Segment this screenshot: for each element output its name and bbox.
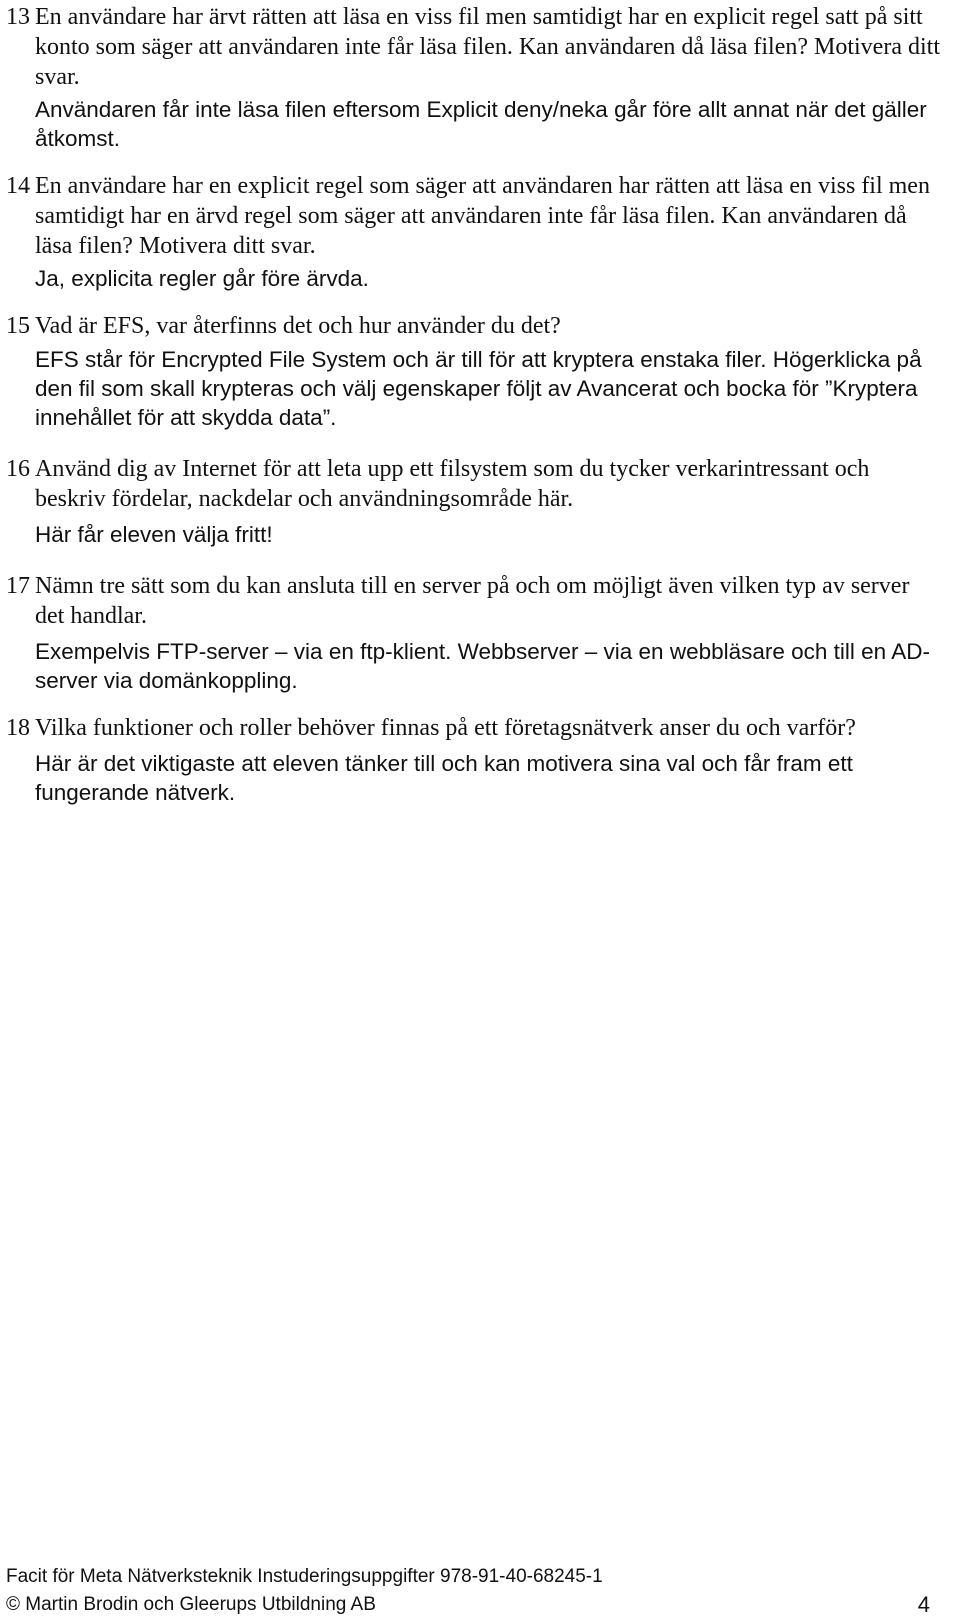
question-body: Vilka funktioner och roller behöver finnas på ett företagsnätverk anser du och varför? xyxy=(35,715,856,741)
question-text xyxy=(6,454,940,514)
question-number: 14 xyxy=(6,173,30,199)
answer-text: Här är det viktigaste att eleven tänker till och kan motivera sina val och får fram ett fungerande nätverk. xyxy=(35,751,853,805)
question-number: 17 xyxy=(6,573,30,599)
answer-text: Ja, explicita regler går före ärvda. xyxy=(35,266,369,291)
question-block-14 xyxy=(6,171,940,293)
answer-text: Användaren får inte läsa filen eftersom Explicit deny/neka går före allt annat när det gäller åtkomst. xyxy=(35,97,927,151)
question-text xyxy=(6,171,940,261)
question-text xyxy=(6,2,940,92)
question-body: En användare har ärvt rätten att läsa en viss fil men samtidigt har en explicit regel satt på sitt konto som säger att användaren inte får läsa filen. Kan användaren då läsa filen? Motivera ditt svar. xyxy=(35,4,940,90)
question-number: 13 xyxy=(6,4,30,30)
question-block-15 xyxy=(6,311,940,432)
answer-text: Exempelvis FTP-server – via en ftp-klient. Webbserver – via en webbläsare och till en AD-server via domänkoppling. xyxy=(35,639,930,693)
question-block-13 xyxy=(6,2,940,153)
question-body: Använd dig av Internet för att leta upp ett filsystem som du tycker verkarintressant och beskriv fördelar, nackdelar och användningsområde här. xyxy=(35,456,870,512)
question-number: 18 xyxy=(6,715,30,741)
question-text xyxy=(6,571,940,631)
question-text xyxy=(6,311,940,341)
question-block-16 xyxy=(6,454,940,549)
question-block-18 xyxy=(6,713,940,807)
footer-book-title: Facit för Meta Nätverksteknik Instuderingsuppgifter 978-91-40-68245-1 xyxy=(6,1566,603,1587)
page-number: 4 xyxy=(917,1592,930,1617)
question-number: 15 xyxy=(6,313,30,339)
question-block-17 xyxy=(6,571,940,695)
question-text xyxy=(6,713,940,743)
question-number: 16 xyxy=(6,456,30,482)
question-body: En användare har en explicit regel som säger att användaren har rätten att läsa en viss fil men samtidigt har en ärvd regel som säger att användaren inte får läsa filen. Kan användaren då läsa filen? Motivera ditt svar. xyxy=(35,173,930,259)
question-body: Nämn tre sätt som du kan ansluta till en server på och om möjligt även vilken typ av server det handlar. xyxy=(35,573,910,629)
answer-text: Här får eleven välja fritt! xyxy=(35,522,273,547)
answer-text: EFS står för Encrypted File System och är till för att kryptera enstaka filer. Högerklicka på den fil som skall krypteras och välj egenskaper följt av Avancerat och bocka för ”Kryptera innehållet för att skydda data”. xyxy=(35,347,922,430)
footer-copyright: © Martin Brodin och Gleerups Utbildning AB xyxy=(6,1594,376,1615)
question-body: Vad är EFS, var återfinns det och hur använder du det? xyxy=(35,313,561,339)
